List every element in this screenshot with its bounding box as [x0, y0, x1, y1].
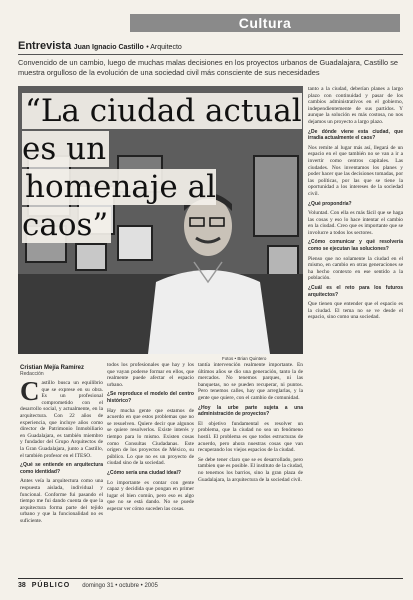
kicker-author: Juan Ignacio Castillo [73, 44, 144, 51]
article-column-4 [308, 86, 403, 573]
byline [20, 365, 84, 377]
interview-question: ¿Cómo sería una ciudad ideal? [107, 469, 181, 476]
photo-caption: Fotos • Brian Quintero [222, 356, 267, 361]
paragraph: Que tienen que entender que el espacio es la ciudad. El tema no se ve desde el espacio, sino como una sociedad. [308, 301, 403, 321]
paragraph: Nos remite al lugar más así, llegará de un espacio en el que también no se van a ir a invertir como centros capitales. Las ciudades. Nos inventamos los planes y poder hacer que las decisiones tomadas, por las políticas, por las que se tiene la oportunidad a los intereses de la sociedad civil. [308, 144, 403, 197]
paragraph: El objetivo fundamental es resolver un problema, que la ciudad no sea un fenómeno hostil. El problema es que todos estructuras de acuerdo, pero ahora nuestras cosas que van recuperando los viejos espacios de la ciudad. [198, 420, 303, 454]
footer-rule [18, 578, 403, 579]
interview-question: ¿Qué propondría? [308, 200, 352, 207]
article-column-1 [20, 380, 103, 573]
article-column-3 [198, 362, 303, 573]
interview-question: ¿Qué se entiende en arquitectura como identidad? [20, 462, 103, 475]
paragraph: Lo importante es contar con gente capaz y decidida que pongan en primer lugar el bien común, pero eso es algo que no se está dando. No se puede esperar ver cómo suceden las cosas. [107, 479, 194, 512]
paragraph: tanto a la ciudad, deberían planes a largo plazo con continuidad y pasar de los cambios administrativos en el gobierno, independientemente de sus partidos. Y aunque la solución es más costosa, no nos dejamos un proyecto a largo plazo. [308, 86, 403, 125]
paragraph: tantía intervención realmente importante. En últimos años se dio una generación, tanto la de mercados. No tenemos parques, ni las banquetas, no se pueden recuperar, ni puntos. Pero tenemos calles, hay que arreglarlas, y la gente que quiere, con el cambio de comunidad. [198, 362, 303, 401]
paragraph: todos los profesionales que hay y los que vayan poderse formar en ellos, que realmente puede afectar el espacio urbano. [107, 362, 194, 388]
interview-question: ¿Cómo comunicar y qué resolvería como se ejecutan las soluciones? [308, 239, 403, 253]
article-deck: Convencido de un cambio, luego de muchas malas decisiones en los proyectos urbanos de Guadalajara, Castillo se muestra orgulloso de la evolución de una sociedad civil más consciente de sus necesidades [18, 58, 399, 77]
headline [22, 92, 307, 244]
section-header [130, 14, 400, 32]
interview-question: ¿De dónde viene esta ciudad, que irradia actualmente el caos? [308, 128, 403, 142]
section-name: Cultura [238, 15, 292, 31]
headline-line-1: “La ciudad actual es un [22, 93, 302, 167]
interview-question: ¿Cuál es el reto para los futuros arquitectos? [308, 285, 403, 298]
page-number: 38 [18, 582, 26, 589]
paragraph: Se debe tener claro que se es desarrollado, pero tambien que es posible. El instituto de la ciudad, no tenemos los barrios, sino la gran plaza de Guadalajara, la arquitectura de la sociedad civil. [198, 456, 303, 483]
paragraph: astillo busca un equilibrio que se exprese en su obra. Es un profesional comprometido con el desarrollo social, y actualmente, en la arquitectura. Con 22 años de experiencia, que incluye años como director de Patrimonio Inmobiliario en Guadalajara, es también miembro y fundador del Grupo Arquitectos de la Gran Guadalajara, junto a Castillo, el también profesor en el ITESO. [20, 380, 103, 459]
article-column-2 [107, 362, 194, 573]
page-footer [18, 582, 158, 589]
publication-name: PÚBLICO [31, 582, 71, 589]
paragraph: Hay mucha gente que estamos de acuerdo en que estos problemas que no se resuelven. Quiere decir que algunos se quiere resolverlos. Existe interés y tiempo para lo mismo. Existen cosas como Consultas Ciudadanas. Este origen de los proyectos de México, su público. Lo que no es un proyecto de ciudad sino de la sociedad. [107, 407, 194, 467]
paragraph: Pienso que no solamente la ciudad en el mismo, en cambio en otras generaciones se ha hecho contexto en ese sentido a la población. [308, 255, 403, 282]
kicker-role: • Arquitecto [146, 44, 182, 51]
kicker-rule [18, 54, 403, 55]
interview-question: ¿Se reproduce el modelo del centro histórico? [107, 391, 194, 404]
kicker [18, 40, 403, 52]
byline-name: Cristian Mejía Ramírez [20, 365, 85, 371]
issue-date: domingo 31 • octubre • 2005 [82, 583, 158, 589]
headline-line-2: homenaje al caos” [22, 169, 217, 243]
paragraph: Voluntad. Con ella es más fácil que se haga las cosas y eso lo hace intentar el cambio en la ciudad. Creo que es importante que se involucre a todos los sectores. [308, 210, 403, 236]
byline-role: Redacción [20, 371, 44, 377]
kicker-label: Entrevista [18, 40, 72, 52]
interview-question: ¿Hoy la urbe parte sujeta a una administración de proyectos? [198, 404, 303, 418]
drop-cap: C [20, 380, 40, 406]
paragraph: Antes veía la arquitectura como una respuesta aislada, individual y funcional. Conforme fui pasando el tiempo me fui dando cuenta de que la arquitectura forma parte del tejido urbano y que la funcionalidad no es suficiente. [20, 478, 103, 524]
